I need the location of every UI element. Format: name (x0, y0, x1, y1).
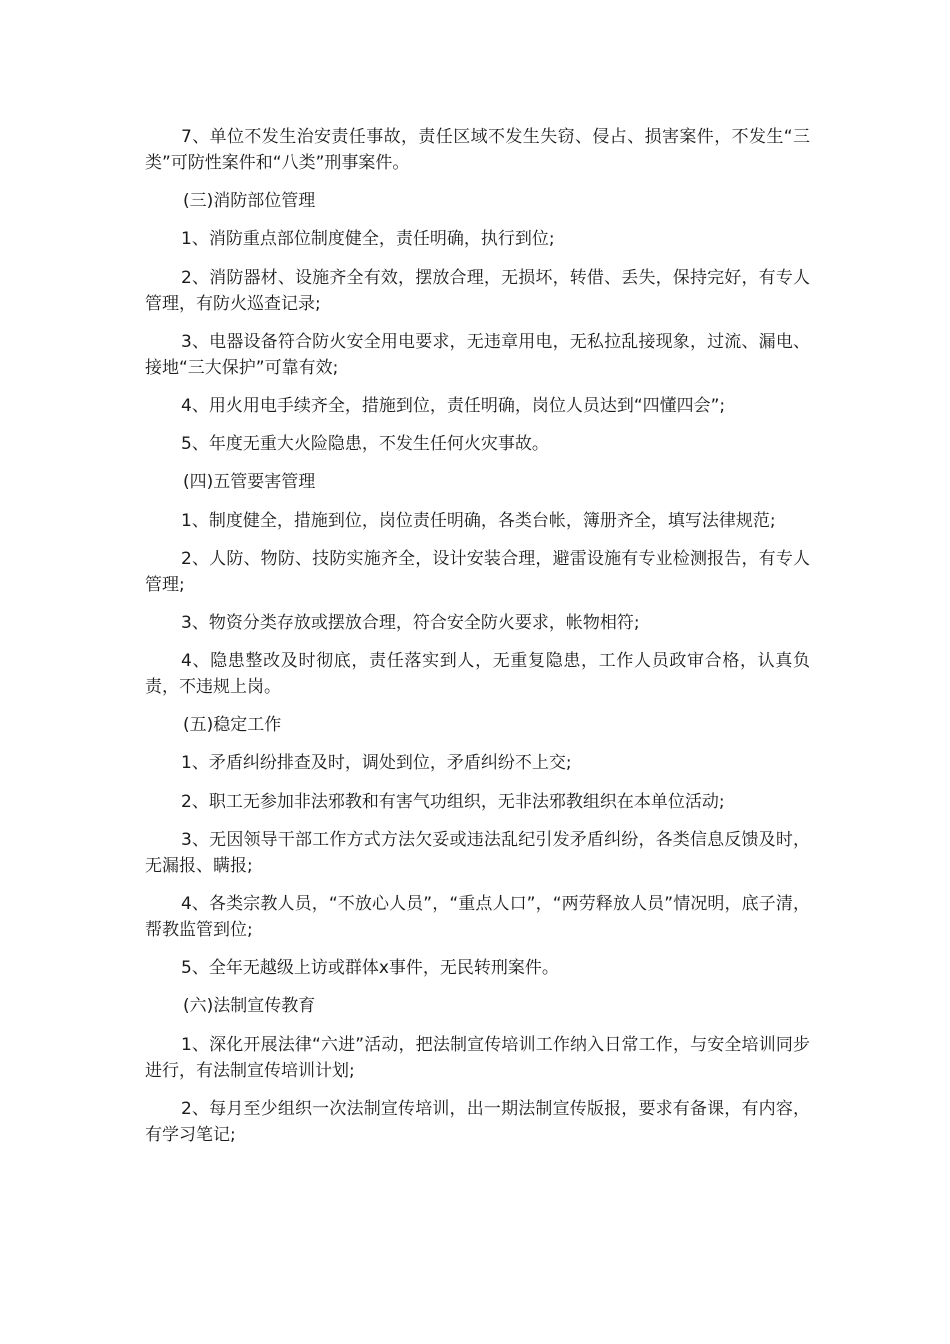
section-heading: (五)稳定工作 (183, 715, 282, 736)
list-item: 1、深化开展法律“六进”活动，把法制宣传培训工作纳入日常工作，与安全培训同步进行，有法制宣传培训计划; (145, 1034, 810, 1081)
list-item: 3、无因领导干部工作方式方法欠妥或违法乱纪引发矛盾纠纷，各类信息反馈及时，无漏报、瞒报; (145, 829, 810, 876)
list-item: 1、消防重点部位制度健全，责任明确，执行到位; (181, 229, 555, 250)
list-item: 2、每月至少组织一次法制宣传培训，出一期法制宣传版报，要求有备课，有内容，有学习笔记; (145, 1098, 810, 1145)
section-heading: (四)五管要害管理 (183, 472, 316, 493)
list-item: 4、隐患整改及时彻底，责任落实到人，无重复隐患，工作人员政审合格，认真负责，不违规上岗。 (145, 651, 810, 698)
list-item: 2、人防、物防、技防实施齐全，设计安装合理，避雷设施有专业检测报告，有专人管理; (145, 548, 810, 595)
section-heading: (六)法制宣传教育 (183, 996, 316, 1017)
list-item: 3、电器设备符合防火安全用电要求，无违章用电，无私拉乱接现象，过流、漏电、接地“三大保护”可靠有效; (145, 331, 810, 378)
list-item: 2、职工无参加非法邪教和有害气功组织，无非法邪教组织在本单位活动; (181, 791, 725, 812)
list-item: 1、制度健全，措施到位，岗位责任明确，各类台帐，簿册齐全，填写法律规范; (181, 510, 776, 531)
list-item: 4、用火用电手续齐全，措施到位，责任明确，岗位人员达到“四懂四会”; (181, 395, 726, 416)
list-item: 3、物资分类存放或摆放合理，符合安全防火要求，帐物相符; (181, 612, 640, 633)
section-heading: (三)消防部位管理 (183, 191, 316, 212)
list-item: 4、各类宗教人员，“不放心人员”，“重点人口”，“两劳释放人员”情况明，底子清，帮教监管到位; (145, 894, 810, 940)
list-item: 2、消防器材、设施齐全有效，摆放合理，无损坏，转借、丢失，保持完好，有专人管理，有防火巡查记录; (145, 267, 810, 314)
list-item: 5、全年无越级上访或群体x事件，无民转刑案件。 (181, 958, 559, 979)
list-item: 5、年度无重大火险隐患，不发生任何火灾事故。 (181, 434, 549, 455)
document-body (145, 124, 810, 1160)
list-item: 1、矛盾纠纷排查及时，调处到位，矛盾纠纷不上交; (181, 753, 572, 774)
list-item: 7、单位不发生治安责任事故，责任区域不发生失窃、侵占、损害案件，不发生“三类”可防性案件和“八类”刑事案件。 (145, 127, 810, 173)
